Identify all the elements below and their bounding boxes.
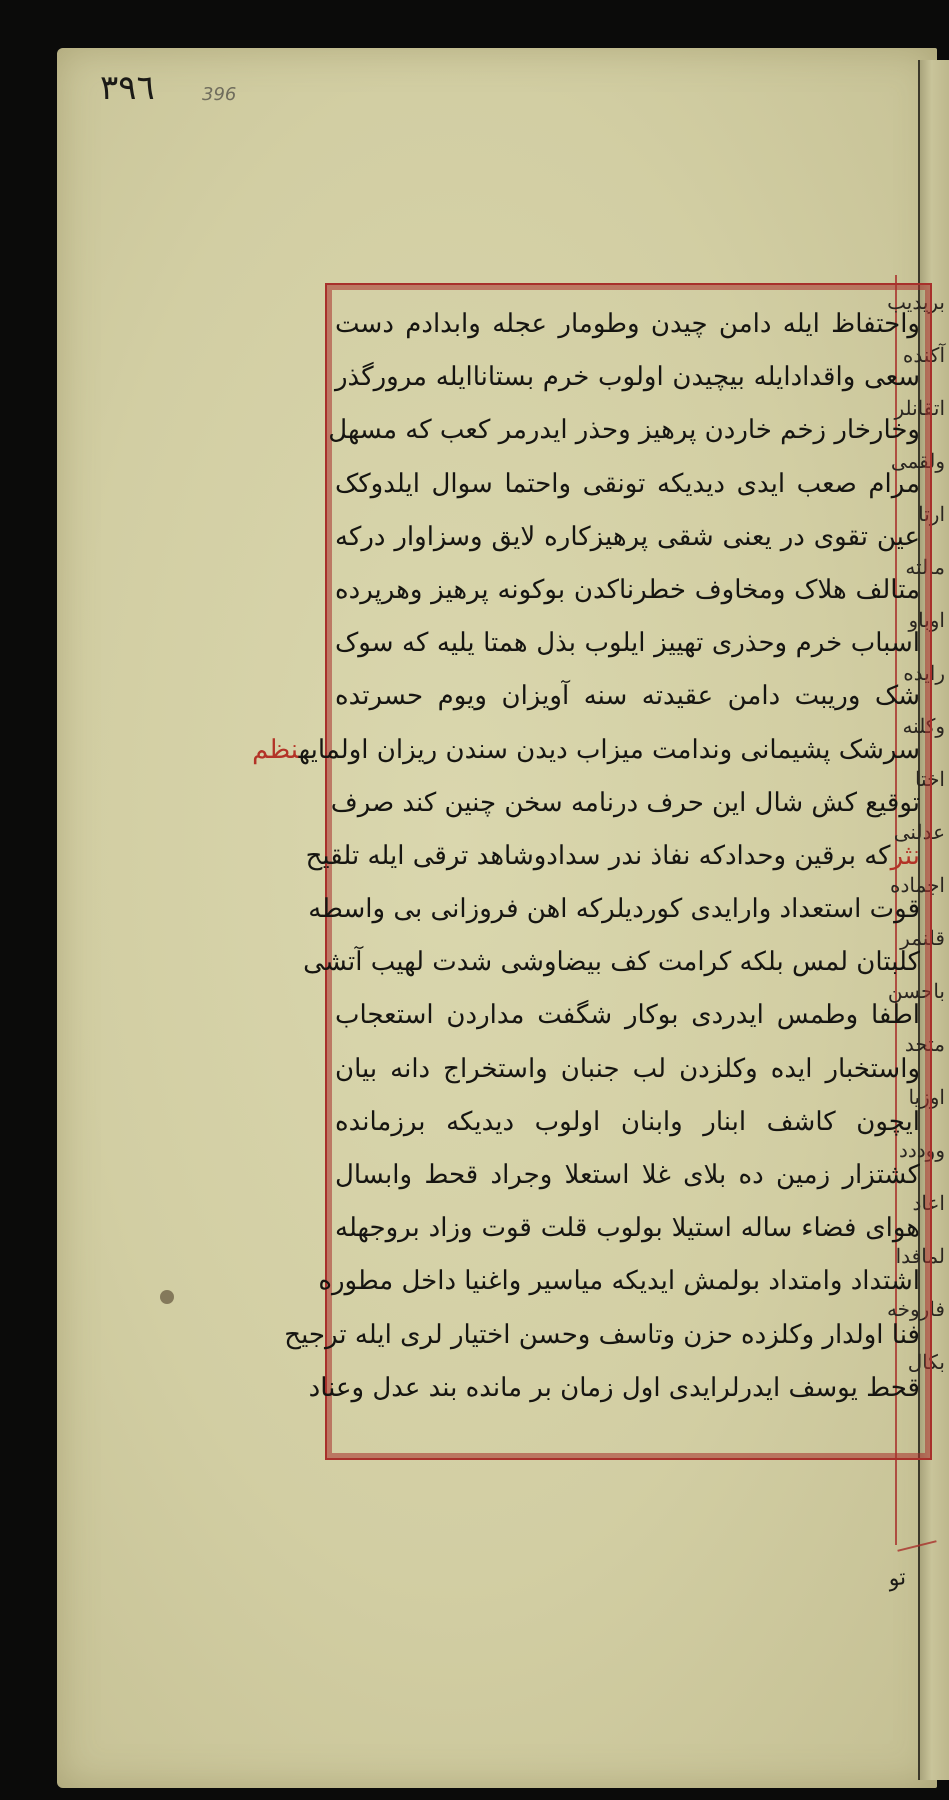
facing-page-fragment: اوباو bbox=[908, 608, 945, 632]
text-line bbox=[252, 724, 920, 777]
text-line: قوت استعداد وارایدی کوردیلرکه اهن فروزانی بی واسطه bbox=[308, 894, 920, 925]
text-line: واحتفاظ ایله دامن چیدن وطومار عجله وابدادم دست bbox=[335, 309, 920, 339]
facing-page-fragment: باحسن bbox=[887, 979, 945, 1003]
text-line: عین تقوی در یعنی شقی پرهیزکاره لایق وسزاوار درکه bbox=[335, 521, 920, 552]
facing-page-fragment: ارتا bbox=[918, 502, 945, 526]
rubric-verse-marker: نظم bbox=[252, 734, 299, 765]
facing-page-fragment: اوزیا bbox=[908, 1085, 945, 1109]
text-line: واستخبار ایده وکلزدن لب جنبان واستخراج دانه بیان bbox=[335, 1053, 920, 1084]
text-line: شک وریبت دامن عقیدته سنه آویزان ویوم حسرتده bbox=[335, 681, 920, 712]
facing-page-fragment: عدلنی bbox=[893, 820, 945, 844]
facing-page-fragment: ولقمی bbox=[890, 449, 945, 473]
text-line: توقیع کش شال این حرف درنامه سخن چنین کند صرف bbox=[330, 787, 920, 818]
facing-page-fragment: مالته bbox=[905, 555, 945, 579]
text-line: مرام صعب ایدی دیدیکه تونقی واحتما سوال ایلدوکک bbox=[335, 468, 920, 499]
text-line: اسباب خرم وحذری تهییز ایلوب بذل همتا یلیه که سوک bbox=[335, 628, 920, 659]
facing-page-fragment: لمافدا bbox=[895, 1244, 945, 1268]
facing-page-fragment: بریدیب bbox=[887, 290, 945, 314]
facing-page-fragment: اجماده bbox=[890, 873, 945, 897]
text-line: کلبتان لمس بلکه کرامت کف بیضاوشی شدت لهیب آتشی bbox=[303, 947, 920, 978]
text-line: ایچون کاشف ابنار وابنان اولوب دیدیکه برزمانده bbox=[335, 1106, 920, 1137]
facing-page-fragment: اعاد bbox=[912, 1191, 945, 1215]
catchword: تو bbox=[886, 1564, 908, 1593]
folio-number-arabic: ٣٩٦ bbox=[100, 68, 155, 108]
facing-page-fragment: وکلنه bbox=[902, 714, 945, 738]
text-line: وخارخار زخم خاردن پرهیز وحذر ایدرمر کعب که مسهل bbox=[328, 415, 920, 446]
rubric-prose-marker: نثر bbox=[890, 840, 920, 871]
facing-page-fragment: اختا bbox=[914, 767, 945, 791]
facing-page-fragment: فاروخه bbox=[886, 1297, 945, 1321]
facing-page-fragment: بکال bbox=[907, 1350, 945, 1374]
text-line: اطفا وطمس ایدردی بوکار شگفت مداردن استعجاب bbox=[335, 1000, 920, 1031]
facing-page-fragment: اتقانلر bbox=[894, 396, 945, 420]
facing-page-fragment: قلنمر bbox=[900, 926, 945, 950]
line-text: سرشک پشیمانی وندامت میزاب دیدن سندن ریزان اولمایه bbox=[298, 734, 920, 765]
text-line: سعی واقدادایله بیچیدن اولوب خرم بستاناایله مرورگذر bbox=[335, 362, 920, 393]
text-line bbox=[305, 830, 920, 883]
folio-number-pencil: 396 bbox=[202, 84, 237, 105]
facing-page-fragment: آکنده bbox=[902, 343, 945, 367]
ink-stain bbox=[160, 1290, 174, 1304]
text-block bbox=[252, 298, 920, 1448]
text-line: کشتزار زمین ده بلای غلا استعلا وجراد قحط وابسال bbox=[335, 1160, 920, 1190]
line-text: که برقین وحدادکه نفاذ ندر سدادوشاهد ترقی ایله تلقیح bbox=[305, 840, 891, 871]
text-line: هوای فضاء ساله استیلا بولوب قلت قوت وزاد بروجهله bbox=[335, 1213, 920, 1244]
facing-page-fragment: متحد bbox=[904, 1032, 945, 1056]
text-line: فنا اولدار وکلزده حزن وتاسف وحسن اختیار لری ایله ترجیح bbox=[284, 1319, 920, 1350]
text-line: قحط یوسف ایدرلرایدی اول زمان بر مانده بند عدل وعناد bbox=[308, 1372, 920, 1403]
facing-page-fragment: ووددد bbox=[898, 1138, 945, 1162]
text-line: متالف هلاک ومخاوف خطرناکدن بوکونه پرهیز وهرپرده bbox=[335, 574, 920, 605]
facing-page-fragment: رایده bbox=[903, 661, 945, 685]
text-line: اشتداد وامتداد بولمش ایدیکه میاسیر واغنیا داخل مطوره bbox=[318, 1266, 920, 1297]
